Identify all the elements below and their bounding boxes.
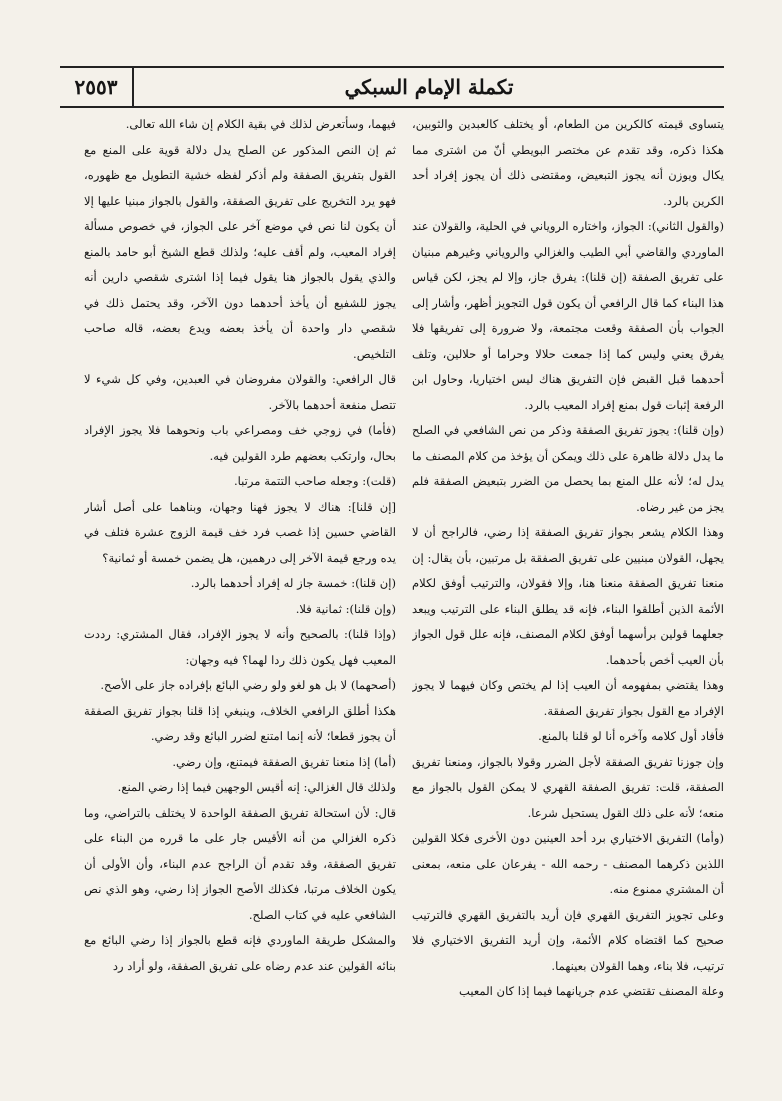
paragraph: قال: لأن استحالة تفريق الصفقة الواحدة لا يختلف بالتراضي، وما ذكره الغزالي من أنه الأقيس جار على ما قرره من البناء على تفريق الصفقة، وقد تقدم أن الراجح عدم البناء، وأن الأولى أن يكون الخلاف مرتبا، فكذلك الأصح الجواز إذا رضي، وهو الذي نص الشافعي عليه في كتاب الصلح.: [84, 805, 396, 922]
paragraph: (وإن قلنا): ثمانية فلا.: [295, 601, 396, 616]
paragraph: وعلة المصنف تقتضي عدم جريانهما فيما إذا كان المعيب: [458, 984, 724, 998]
right-text-column: [412, 112, 724, 1097]
page-header: [60, 66, 724, 108]
paragraph: وإن جوزنا تفريق الصفقة لأجل الضرر وقولا بالجواز، ومنعنا تفريق الصفقة، قلت: تفريق الصفقة القهري لا يمكن القول بالجواز مع منعه؛ لأنه على ذلك القول يستحيل شرعا.: [412, 754, 724, 820]
book-title: تكملة الإمام السبكي: [344, 75, 514, 99]
paragraph: (أما) إذا منعنا تفريق الصفقة فيمتنع، وإن رضي.: [172, 754, 396, 769]
paragraph: وهذا الكلام يشعر بجواز تفريق الصفقة إذا رضي، فالراجح أن لا يجهل، القولان مبنيين على تفريق الصفقة بل مرتبين، بأن يقال: إن منعنا تفريق الصفقة منعنا هنا، وإلا فقولان، والترتيب أوفق لكلام الأئمة الذين أطلقوا البناء، فإنه قد يطلق البناء على الترتيب ويبعد جعلهما قولين برأسهما أوفق لكلام المصنف، فإنه علل قول الجواز بأن العيب أخص بأحدهما.: [412, 525, 724, 667]
paragraph: يتساوى قيمته كالكرين من الطعام، أو يختلف كالعبدين والثوبين، هكذا ذكره، وقد تقدم عن مختصر البويطي أنّ من اشترى مما يكال ويوزن أنه يجوز التبعيض، ومقتضى ذلك أن يجوز إفراد أحد الكرين بالرد.: [412, 117, 724, 208]
paragraph: (والقول الثاني): الجواز، واختاره الروياني في الحلية، والقولان عند الماوردي والقاضي أبي الطيب والغزالي والروياني وغيرهم مبنيان على تفريق الصفقة (إن قلنا): يفرق جاز، وإلا لم يجز، لكن قياس هذا البناء كما قال الرافعي أن يكون قول التجويز أظهر، وأشار إلى الجواب بأن الصفقة وقعت مجتمعة، ولا ضرورة إلى تفريقها فلا يفرق يعني وليس كما إذا جمعت حلالا وحراما أو حلالين، وتلف أحدهما قبل القبض فإن التفريق هناك ليس اختياريا، وحاول ابن الرفعة إثبات قول بمنع إفراد المعيب بالرد.: [412, 219, 724, 412]
left-text-column: [84, 112, 396, 1097]
page-number: ٢٥٥٣: [60, 68, 134, 106]
paragraph: والمشكل طريقة الماوردي فإنه قطع بالجواز إذا رضي البائع مع بنائه القولين عند عدم رضاه على تفريق الصفقة، ولو أراد رد: [84, 933, 396, 973]
paragraph: [إن قلنا]: هناك لا يجوز فهنا وجهان، وبناهما على أصل أشار القاضي حسين إذا غصب فرد خف قيمة الزوج عشرة فتلف في يده ورجع قيمة الآخر إلى درهمين، هل يضمن خمسة أو ثمانية؟: [84, 499, 396, 565]
paragraph: فأفاد أول كلامه وآخره أنا لو قلنا بالمنع.: [538, 729, 724, 743]
paragraph: (فأما) في زوجي خف ومصراعي باب ونحوهما فلا يجوز الإفراد بحال، وارتكب بعضهم طرد القولين فيه.: [84, 423, 396, 463]
paragraph: (قلت): وجعله صاحب التتمة مرتبا.: [233, 474, 396, 488]
paragraph: فيهما، وسأتعرض لذلك في بقية الكلام إن شاء الله تعالى.: [125, 117, 396, 131]
paragraph: هكذا أطلق الرافعي الخلاف، وينبغي إذا قلنا بجواز تفريق الصفقة أن يجوز قطعا؛ لأنه إنما امتنع لضرر البائع وقد رضي.: [84, 703, 396, 743]
paragraph: ثم إن النص المذكور عن الصلح يدل دلالة قوية على المنع مع القول بتفريق الصفقة ولم أذكر لفظه خشية التطويل مع ظهوره، فهو يرد التخريج على تفريق الصفقة، والقول بالجواز مبنيا عليها إلا أن يكون لنا نص في موضع آخر على الجواز، في خصوص مسألة إفراد المعيب، ولم أقف عليه؛ ولذلك قطع الشيخ أبو حامد بالمنع والذي يقول بالجواز هنا يقول فيما إذا اشترى شقصي دارين أنه يجوز للشفيع أن يأخذ أحدهما دون الآخر، وقد يحتمل ذلك في شقصي دار واحدة أن يأخذ بعضه ويدع بعضه، قاله صاحب التلخيص.: [84, 142, 396, 361]
paragraph: (وأما) التفريق الاختياري برد أحد العينين دون الأخرى فكلا القولين اللذين ذكرهما المصنف - رحمه الله - يفرعان على منعه، بمعنى أن المشتري ممنوع منه.: [412, 831, 724, 896]
paragraph: (وإذا قلنا): بالصحيح وأنه لا يجوز الإفراد، فقال المشتري: رددت المعيب فهل يكون ذلك ردا لهما؟ فيه وجهان:: [84, 627, 396, 667]
paragraph: وهذا يقتضي بمفهومه أن العيب إذا لم يختص وكان فيهما لا يجوز الإفراد مع القول بجواز تفريق الصفقة.: [412, 678, 724, 718]
paragraph: (وإن قلنا): يجوز تفريق الصفقة وذكر من نص الشافعي في الصلح ما يدل دلالة ظاهرة على ذلك ويمكن أن يؤخذ من كلام المصنف ما يدل له؛ لأنه علل المنع بما يحصل من الضرر بتبعيض الصفقة فلم يجز من غير رضاه.: [412, 423, 724, 514]
paragraph: (إن قلنا): خمسة جاز له إفراد أحدهما بالرد.: [190, 576, 396, 590]
paragraph: قال الرافعي: والقولان مفروضان في العبدين، وفي كل شيء لا تتصل منفعة أحدهما بالآخر.: [84, 372, 396, 412]
paragraph: (أصحهما) لا بل هو لغو ولو رضي البائع بإفراده جاز على الأصح.: [100, 678, 396, 692]
paragraph: ولذلك قال الغزالي: إنه أقيس الوجهين فيما إذا رضي المنع.: [117, 780, 396, 794]
paragraph: وعلى تجويز التفريق القهري فإن أريد بالتفريق القهري فالترتيب صحيح كما اقتضاه كلام الأئمة، وإن أريد التفريق الاختياري فلا ترتيب، فلا بناء، وهما القولان بعينهما.: [412, 907, 724, 973]
